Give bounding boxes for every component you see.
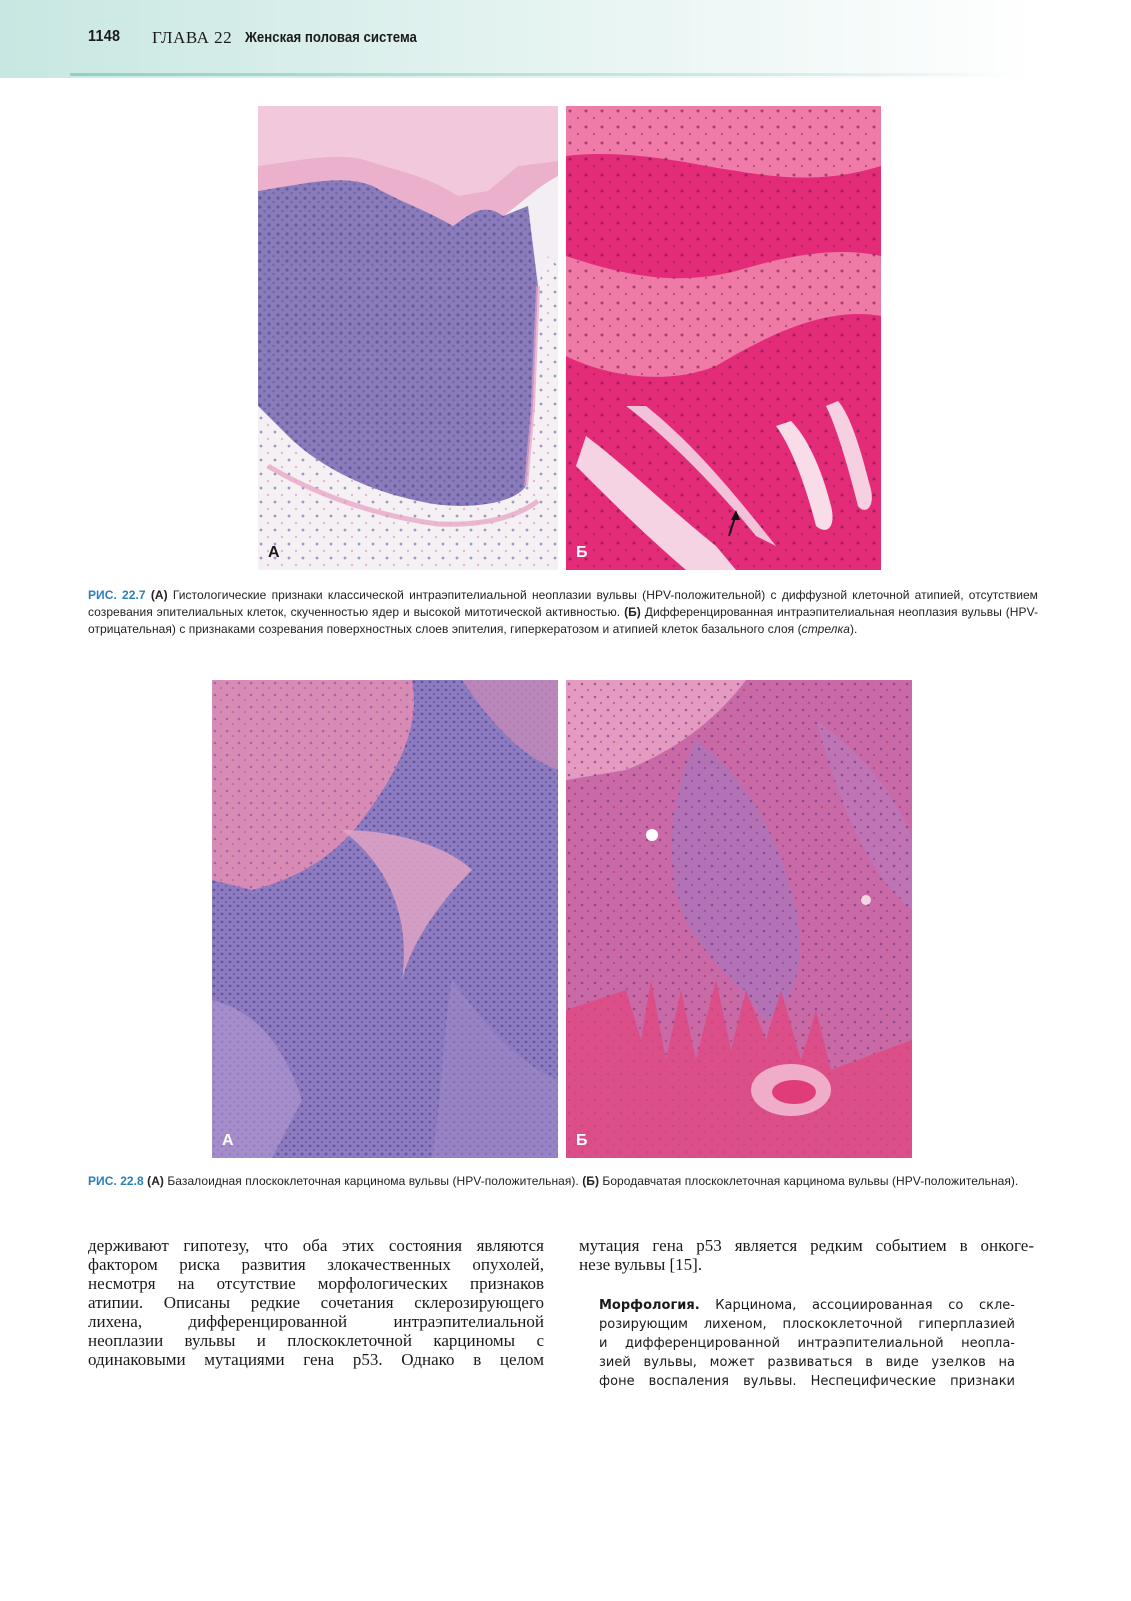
figure-number: РИС. 22.8: [88, 1174, 144, 1188]
histology-image-purple-epithelium: [258, 106, 558, 570]
caption-text-b: Дифференцированная интраэпителиальная неоплазия вульвы (HPV-отрицательная) с признаками созревания поверхностных слоев эпителия, гиперкератозом и атипией клеток базального слоя (: [88, 605, 1039, 636]
panel-label-b: Б: [576, 1132, 588, 1149]
caption-marker-b: (Б): [582, 1174, 599, 1188]
panel-label-a: А: [222, 1132, 234, 1149]
histology-image-basaloid-carcinoma: [212, 680, 558, 1158]
figure-number: РИС. 22.7: [88, 588, 146, 602]
caption-italic-arrow: стрелка: [801, 622, 850, 636]
caption-marker-a: (А): [150, 588, 168, 602]
morphology-heading: Морфология.: [599, 1298, 700, 1313]
panel-label-b: Б: [576, 544, 588, 561]
figure-22-8-caption: [88, 1173, 1038, 1190]
caption-text-a: Базалоидная плоскоклеточная карцинома вульвы (HPV-положительная).: [167, 1174, 579, 1188]
histology-image-pink-epithelium: [566, 106, 881, 570]
text-line: фактором риска развития злокачественных опухолей,: [88, 1255, 544, 1274]
text-line: одинаковыми мутациями гена p53. Однако в целом: [88, 1350, 544, 1369]
chapter-title: Женская половая система: [245, 29, 417, 46]
text-line: мутация гена p53 является редким событием в онкоге-: [579, 1236, 1034, 1255]
panel-label-a: А: [268, 544, 280, 561]
text-line: розирующим лихеном, плоскоклеточной гиперплазией: [599, 1317, 1015, 1332]
text-line: зией вульвы, может развиваться в виде узелков на: [599, 1355, 1015, 1370]
page-number: 1148: [88, 28, 121, 45]
figure-22-8-panel-b: [566, 680, 912, 1158]
text-line: неоплазии вульвы и плоскоклеточной карциномы с: [88, 1331, 544, 1350]
text-line: атипии. Описаны редкие сочетания склерозирующего: [88, 1293, 544, 1312]
body-text-left-column: [88, 1236, 544, 1369]
caption-text-a: Гистологические признаки классической интраэпителиальной неоплазии вульвы (HPV-положительной) с диффузной клеточной атипией, отсутствием созревания эпителиальных клеток, скученностью ядер и высокой митотической активностью.: [88, 588, 1038, 619]
text-line: держивают гипотезу, что оба этих состояния являются: [88, 1236, 544, 1255]
text-line: фоне воспаления вульвы. Неспецифические признаки: [599, 1374, 1015, 1389]
caption-end: ).: [849, 622, 858, 636]
text-line: несмотря на отсутствие морфологических признаков: [88, 1274, 544, 1293]
morphology-first-line: [599, 1296, 1015, 1315]
body-text-right-column: [579, 1236, 1034, 1274]
histology-image-verrucous-carcinoma: [566, 680, 912, 1158]
text-line: и дифференцированной интраэпителиальной неопла-: [599, 1336, 1015, 1351]
caption-marker-a: (А): [147, 1174, 164, 1188]
text-line: незе вульвы [15].: [579, 1255, 703, 1274]
text-line: лихена, дифференцированной интраэпителиальной: [88, 1312, 544, 1331]
morphology-paragraph: [599, 1296, 1015, 1391]
figure-22-7-panel-b: [566, 106, 881, 570]
figure-22-7-caption: [88, 587, 1038, 638]
caption-marker-b: (Б): [624, 605, 641, 619]
figure-22-8-panel-a: [212, 680, 558, 1158]
text-line: Карцинома, ассоциированная со скле-: [715, 1298, 1015, 1313]
caption-text-b: Бородавчатая плоскоклеточная карцинома вульвы (HPV-положительная).: [602, 1174, 1019, 1188]
chapter-label: ГЛАВА 22: [152, 28, 233, 47]
figure-22-7-panel-a: [258, 106, 558, 570]
